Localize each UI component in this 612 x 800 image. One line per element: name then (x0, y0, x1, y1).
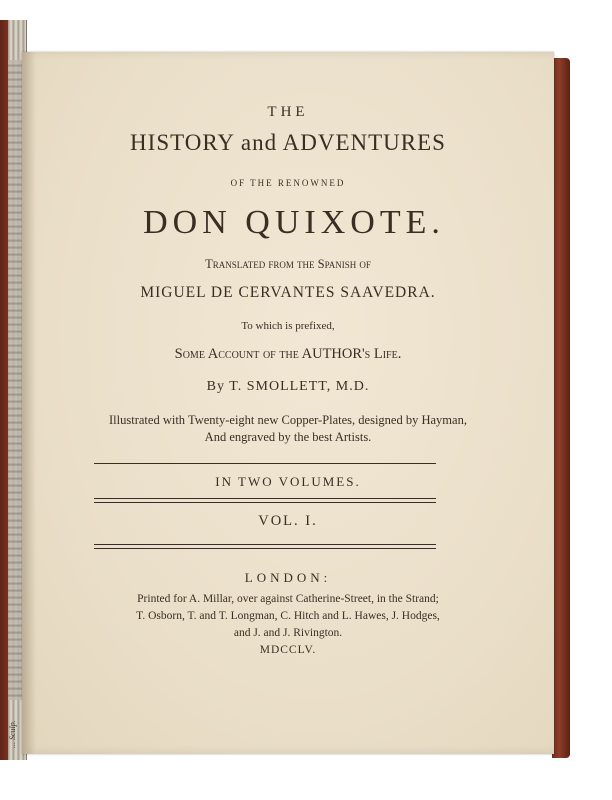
book-spine (0, 20, 8, 760)
author-name: MIGUEL DE CERVANTES SAAVEDRA. (140, 284, 436, 301)
rule-bottom (94, 544, 436, 549)
title-history: HISTORY and ADVENTURES (130, 130, 446, 155)
imprint-printed: Printed for A. Millar, over against Catherine-Street, in the Strand; (137, 593, 439, 605)
volumes-line: IN TWO VOLUMES. (215, 474, 361, 489)
rule-top (94, 463, 436, 464)
illustrated-line: Illustrated with Twenty-eight new Copper-Plates, designed by Hayman, (109, 413, 467, 427)
prefixed-line: To which is prefixed, (241, 320, 335, 332)
book-cover-edge (552, 58, 570, 758)
imprint-rivington: and J. and J. Rivington. (233, 627, 343, 639)
title-the: THE (267, 104, 309, 120)
title-renowned: OF THE RENOWNED (230, 178, 346, 188)
translated-line: Translated from the Spanish of (205, 257, 371, 271)
imprint-date: MDCCLV. (259, 644, 317, 656)
title-page (22, 52, 554, 754)
imprint-booksellers: T. Osborn, T. and T. Longman, C. Hitch and L. Hawes, J. Hodges, (136, 610, 440, 622)
translator-line: By T. SMOLLETT, M.D. (206, 379, 370, 394)
engraver-caption: ... Sculp. (8, 720, 17, 748)
title-don-quixote: DON QUIXOTE. (143, 204, 445, 241)
imprint-london: LONDON: (244, 570, 332, 585)
engraved-line: And engraved by the best Artists. (204, 430, 372, 444)
rule-middle (94, 498, 436, 503)
account-line: Some Account of the AUTHOR's Life. (174, 346, 402, 362)
volume-number: VOL. I. (258, 513, 318, 529)
